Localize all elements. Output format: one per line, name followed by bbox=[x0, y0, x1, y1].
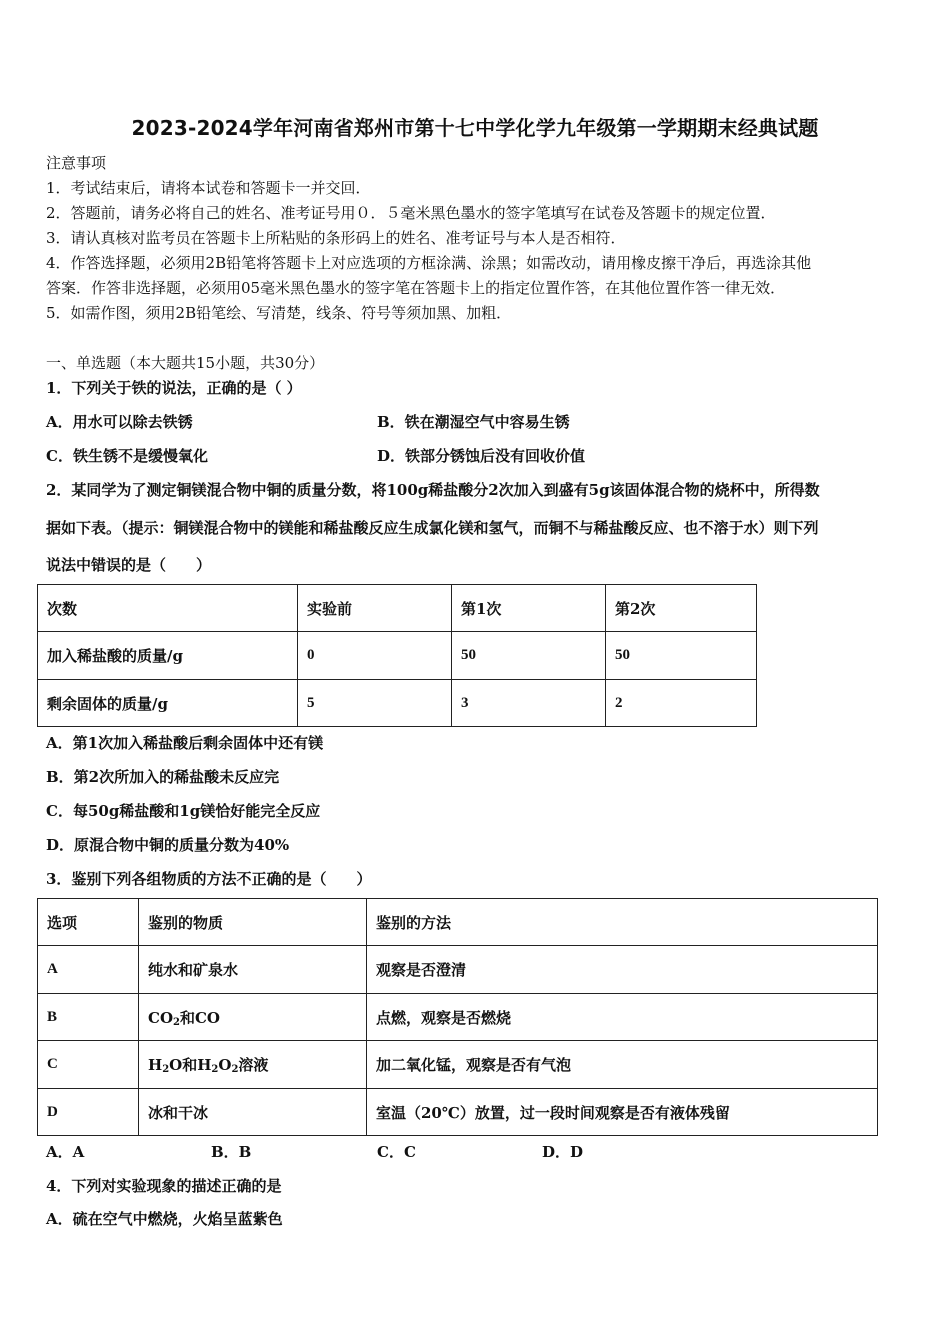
question-1-stem: 1．下列关于铁的说法，正确的是（ ） bbox=[46, 379, 302, 397]
formula-subscript: 2 bbox=[162, 1064, 170, 1075]
table-cell: 5 bbox=[298, 680, 452, 727]
table-cell bbox=[139, 1041, 367, 1089]
table-cell: 观察是否澄清 bbox=[367, 946, 878, 994]
question-1-option-c: C．铁生锈不是缓慢氧化 bbox=[46, 447, 208, 465]
formula-text: 和CO bbox=[179, 1008, 220, 1027]
table-row bbox=[38, 946, 878, 994]
notice-item: 3．请认真核对监考员在答题卡上所粘贴的条形码上的姓名、准考证号与本人是否相符． bbox=[46, 229, 626, 247]
table-cell: 3 bbox=[452, 680, 606, 727]
table-row bbox=[38, 1041, 878, 1089]
question-1-option-d: D．铁部分锈蚀后没有回收价值 bbox=[377, 447, 586, 465]
table-header-cell: 鉴别的方法 bbox=[367, 899, 878, 946]
question-2-stem: 说法中错误的是（ ） bbox=[46, 556, 212, 574]
notice-item: 答案．作答非选择题，必须用05毫米黑色墨水的签字笔在答题卡上的指定位置作答，在其他位置作答一律无效． bbox=[46, 279, 786, 297]
question-2-option-d: D．原混合物中铜的质量分数为40% bbox=[46, 836, 290, 854]
formula-text: H bbox=[148, 1056, 163, 1074]
notice-item: 5．如需作图，须用2B铅笔绘、写清楚，线条、符号等须加黑、加粗． bbox=[46, 304, 512, 322]
table-header-cell: 次数 bbox=[38, 585, 298, 632]
question-3-table bbox=[37, 898, 878, 1136]
question-1-option-b: B．铁在潮湿空气中容易生锈 bbox=[377, 413, 570, 431]
table-cell: 50 bbox=[452, 632, 606, 680]
question-2-table bbox=[37, 584, 757, 727]
table-cell: 加入稀盐酸的质量/g bbox=[38, 632, 298, 680]
question-2-option-a: A．第1次加入稀盐酸后剩余固体中还有镁 bbox=[46, 734, 324, 752]
table-header-cell: 第2次 bbox=[606, 585, 757, 632]
table-cell: 纯水和矿泉水 bbox=[139, 946, 367, 994]
formula-text: O bbox=[218, 1056, 232, 1074]
table-cell: 0 bbox=[298, 632, 452, 680]
table-cell: D bbox=[38, 1089, 139, 1136]
table-cell: B bbox=[38, 994, 139, 1041]
question-3-option-b: B．B bbox=[211, 1143, 252, 1161]
table-cell: A bbox=[38, 946, 139, 994]
question-4-stem: 4．下列对实验现象的描述正确的是 bbox=[46, 1177, 282, 1195]
question-2-option-b: B．第2次所加入的稀盐酸未反应完 bbox=[46, 768, 280, 786]
formula-subscript: 2 bbox=[173, 1016, 180, 1028]
table-cell: 室温（20℃）放置，过一段时间观察是否有液体残留 bbox=[367, 1089, 878, 1136]
table-header-cell: 第1次 bbox=[452, 585, 606, 632]
notice-item: 1．考试结束后，请将本试卷和答题卡一并交回． bbox=[46, 179, 371, 197]
question-3-option-d: D．D bbox=[542, 1143, 584, 1161]
table-row bbox=[38, 994, 878, 1041]
formula-text: O和H bbox=[169, 1056, 212, 1074]
section-heading: 一、单选题（本大题共15小题，共30分） bbox=[46, 354, 325, 372]
question-2-option-c: C．每50g稀盐酸和1g镁恰好能完全反应 bbox=[46, 802, 321, 820]
question-2-stem: 2．某同学为了测定铜镁混合物中铜的质量分数，将100g稀盐酸分2次加入到盛有5g该固体混合物的烧杯中，所得数 bbox=[46, 481, 820, 499]
formula-text: CO bbox=[148, 1008, 174, 1027]
table-header-row bbox=[38, 899, 878, 946]
table-cell: 剩余固体的质量/g bbox=[38, 680, 298, 727]
page-title: 2023-2024学年河南省郑州市第十七中学化学九年级第一学期期末经典试题 bbox=[131, 116, 819, 140]
notice-item: 2．答题前，请务必将自己的姓名、准考证号用０．５毫米黑色墨水的签字笔填写在试卷及答题卡的规定位置． bbox=[46, 204, 776, 222]
notice-heading: 注意事项 bbox=[46, 154, 107, 172]
formula-subscript: 2 bbox=[231, 1064, 239, 1075]
notice-item: 4．作答选择题，必须用2B铅笔将答题卡上对应选项的方框涂满、涂黑；如需改动，请用橡皮擦干净后，再选涂其他 bbox=[46, 254, 812, 272]
table-row bbox=[38, 632, 757, 680]
table-header-cell: 鉴别的物质 bbox=[139, 899, 367, 946]
table-cell: 50 bbox=[606, 632, 757, 680]
table-cell bbox=[139, 994, 367, 1041]
table-header-cell: 实验前 bbox=[298, 585, 452, 632]
table-row bbox=[38, 1089, 878, 1136]
table-cell: 2 bbox=[606, 680, 757, 727]
table-header-row bbox=[38, 585, 757, 632]
question-3-stem: 3．鉴别下列各组物质的方法不正确的是（ ） bbox=[46, 870, 372, 888]
formula-subscript: 2 bbox=[211, 1064, 219, 1075]
question-4-option-a: A．硫在空气中燃烧，火焰呈蓝紫色 bbox=[46, 1210, 283, 1228]
question-3-option-c: C．C bbox=[377, 1143, 416, 1161]
table-cell: 加二氧化锰，观察是否有气泡 bbox=[367, 1041, 878, 1089]
table-row bbox=[38, 680, 757, 727]
question-1-option-a: A．用水可以除去铁锈 bbox=[46, 413, 193, 431]
question-2-stem: 据如下表。（提示：铜镁混合物中的镁能和稀盐酸反应生成氯化镁和氢气，而铜不与稀盐酸反应、也不溶于水）则下列 bbox=[46, 519, 819, 537]
table-cell: 点燃，观察是否燃烧 bbox=[367, 994, 878, 1041]
table-cell: 冰和干冰 bbox=[139, 1089, 367, 1136]
question-3-option-a: A．A bbox=[46, 1143, 85, 1161]
formula-text: 溶液 bbox=[238, 1056, 269, 1074]
table-header-cell: 选项 bbox=[38, 899, 139, 946]
table-cell: C bbox=[38, 1041, 139, 1089]
